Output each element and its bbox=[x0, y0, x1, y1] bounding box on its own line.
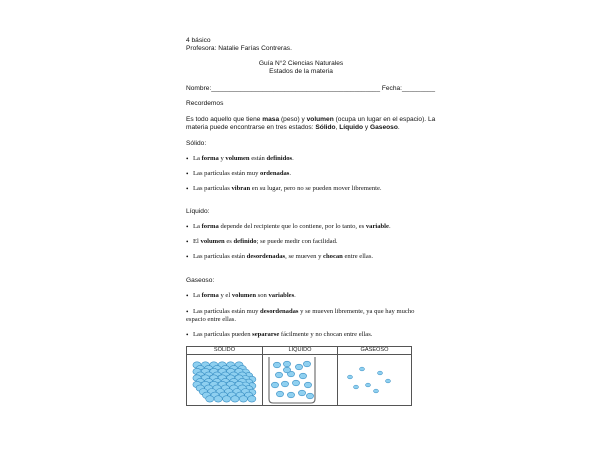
gas-bullet-2: • Las partículas están muy desordenadas y se mueven libremente, ya que hay mucho bbox=[186, 308, 415, 316]
states-table bbox=[186, 346, 412, 406]
intro-line-2: materia puede encontrarse en tres estados: Sólido, Líquido y Gaseoso. bbox=[186, 124, 400, 131]
solid-bullet-3: • Las partículas vibran en su lugar, pero no se pueden mover libremente. bbox=[186, 185, 382, 193]
gas-particle bbox=[386, 379, 391, 383]
liquid-particle bbox=[271, 382, 278, 388]
header-block bbox=[186, 37, 292, 53]
liquid-column-header: LÍQUIDO bbox=[263, 347, 337, 355]
bullet-icon: • bbox=[186, 155, 189, 163]
gas-particle bbox=[360, 367, 365, 371]
gas-particle bbox=[366, 383, 371, 387]
bullet-icon: • bbox=[186, 223, 189, 231]
name-blank: ______________________________________________ bbox=[211, 85, 380, 92]
solid-particle bbox=[206, 396, 214, 402]
solid-particles-illustration bbox=[187, 355, 262, 405]
liquid-particle bbox=[292, 380, 299, 386]
solid-particle bbox=[248, 396, 256, 402]
liquid-particle bbox=[276, 391, 283, 397]
liquid-particle bbox=[303, 361, 310, 367]
gas-particle bbox=[378, 371, 383, 375]
liquid-particle bbox=[283, 361, 290, 367]
teacher-label: Profesora: Natalie Farías Contreras. bbox=[186, 45, 292, 53]
liquid-particle bbox=[295, 364, 302, 370]
keyword-gaseoso: Gaseoso bbox=[370, 124, 398, 131]
solid-particle bbox=[239, 396, 247, 402]
keyword-masa: masa bbox=[262, 116, 280, 123]
gas-column bbox=[338, 347, 411, 405]
liquid-particle bbox=[273, 362, 280, 368]
liquid-particle bbox=[304, 382, 311, 388]
bullet-icon: • bbox=[186, 185, 189, 193]
liquid-bullet-1: • La forma depende del recipiente que lo contiene, por lo tanto, es variable. bbox=[186, 223, 391, 231]
gas-particles-illustration bbox=[338, 355, 411, 405]
grade-label: 4 básico bbox=[186, 37, 211, 44]
gas-bullet-1: • La forma y el volumen son variables. bbox=[186, 292, 296, 300]
name-label: Nombre: bbox=[186, 85, 212, 92]
gas-particle bbox=[374, 389, 379, 393]
gas-particle bbox=[348, 375, 353, 379]
liquid-column bbox=[263, 347, 338, 405]
solid-particle bbox=[223, 396, 231, 402]
date-blank: _________ bbox=[402, 85, 436, 92]
bullet-icon: • bbox=[186, 292, 189, 300]
solid-heading: Sólido: bbox=[186, 140, 207, 147]
liquid-bullet-2: • El volumen es definido; se puede medir con facilidad. bbox=[186, 238, 338, 246]
bullet-icon: • bbox=[186, 253, 189, 261]
intro-heading: Recordemos bbox=[186, 100, 224, 107]
liquid-particle bbox=[298, 390, 305, 396]
bullet-icon: • bbox=[186, 331, 189, 339]
keyword-liquido: Líquido bbox=[339, 124, 364, 131]
gas-column-header: GASEOSO bbox=[338, 347, 411, 355]
guide-title: Guía N°2 Ciencias Naturales bbox=[258, 60, 344, 67]
bullet-icon: • bbox=[186, 238, 189, 246]
gas-bullet-3: • Las partículas pueden separarse fácilmente y no chocan entre ellas. bbox=[186, 331, 373, 339]
bullet-icon: • bbox=[186, 308, 189, 316]
liquid-particle bbox=[283, 367, 290, 373]
liquid-particles-illustration bbox=[263, 355, 337, 405]
topic-title: Estados de la materia bbox=[269, 68, 333, 75]
liquid-bullet-3: • Las partículas están desordenadas, se mueven y chocan entre ellas. bbox=[186, 253, 374, 261]
solid-column bbox=[187, 347, 263, 405]
solid-bullet-2: • Las partículas están muy ordenadas. bbox=[186, 170, 291, 178]
bullet-icon: • bbox=[186, 170, 189, 178]
date-label: Fecha: bbox=[381, 85, 403, 92]
solid-bullet-1: • La forma y volumen están definidos. bbox=[186, 155, 294, 163]
gas-particle bbox=[354, 385, 359, 389]
gas-heading: Gaseoso: bbox=[186, 277, 215, 284]
liquid-heading: Líquido: bbox=[186, 208, 210, 215]
solid-particle bbox=[214, 396, 222, 402]
name-date-line bbox=[186, 85, 435, 93]
liquid-particle bbox=[275, 372, 282, 378]
solid-particle bbox=[231, 396, 239, 402]
liquid-particle bbox=[287, 392, 294, 398]
intro-line-1: Es todo aquello que tiene masa (peso) y volumen (ocupa un lugar en el espacio). La bbox=[186, 116, 436, 123]
liquid-particle bbox=[299, 373, 306, 379]
liquid-particle bbox=[306, 393, 313, 399]
keyword-volumen: volumen bbox=[306, 116, 334, 123]
solid-column-header: SÓLIDO bbox=[187, 347, 262, 355]
keyword-solido: Sólido bbox=[315, 124, 336, 131]
gas-bullet-2-continuation: espacio entre ellas. bbox=[186, 316, 236, 323]
liquid-particle bbox=[281, 381, 288, 387]
